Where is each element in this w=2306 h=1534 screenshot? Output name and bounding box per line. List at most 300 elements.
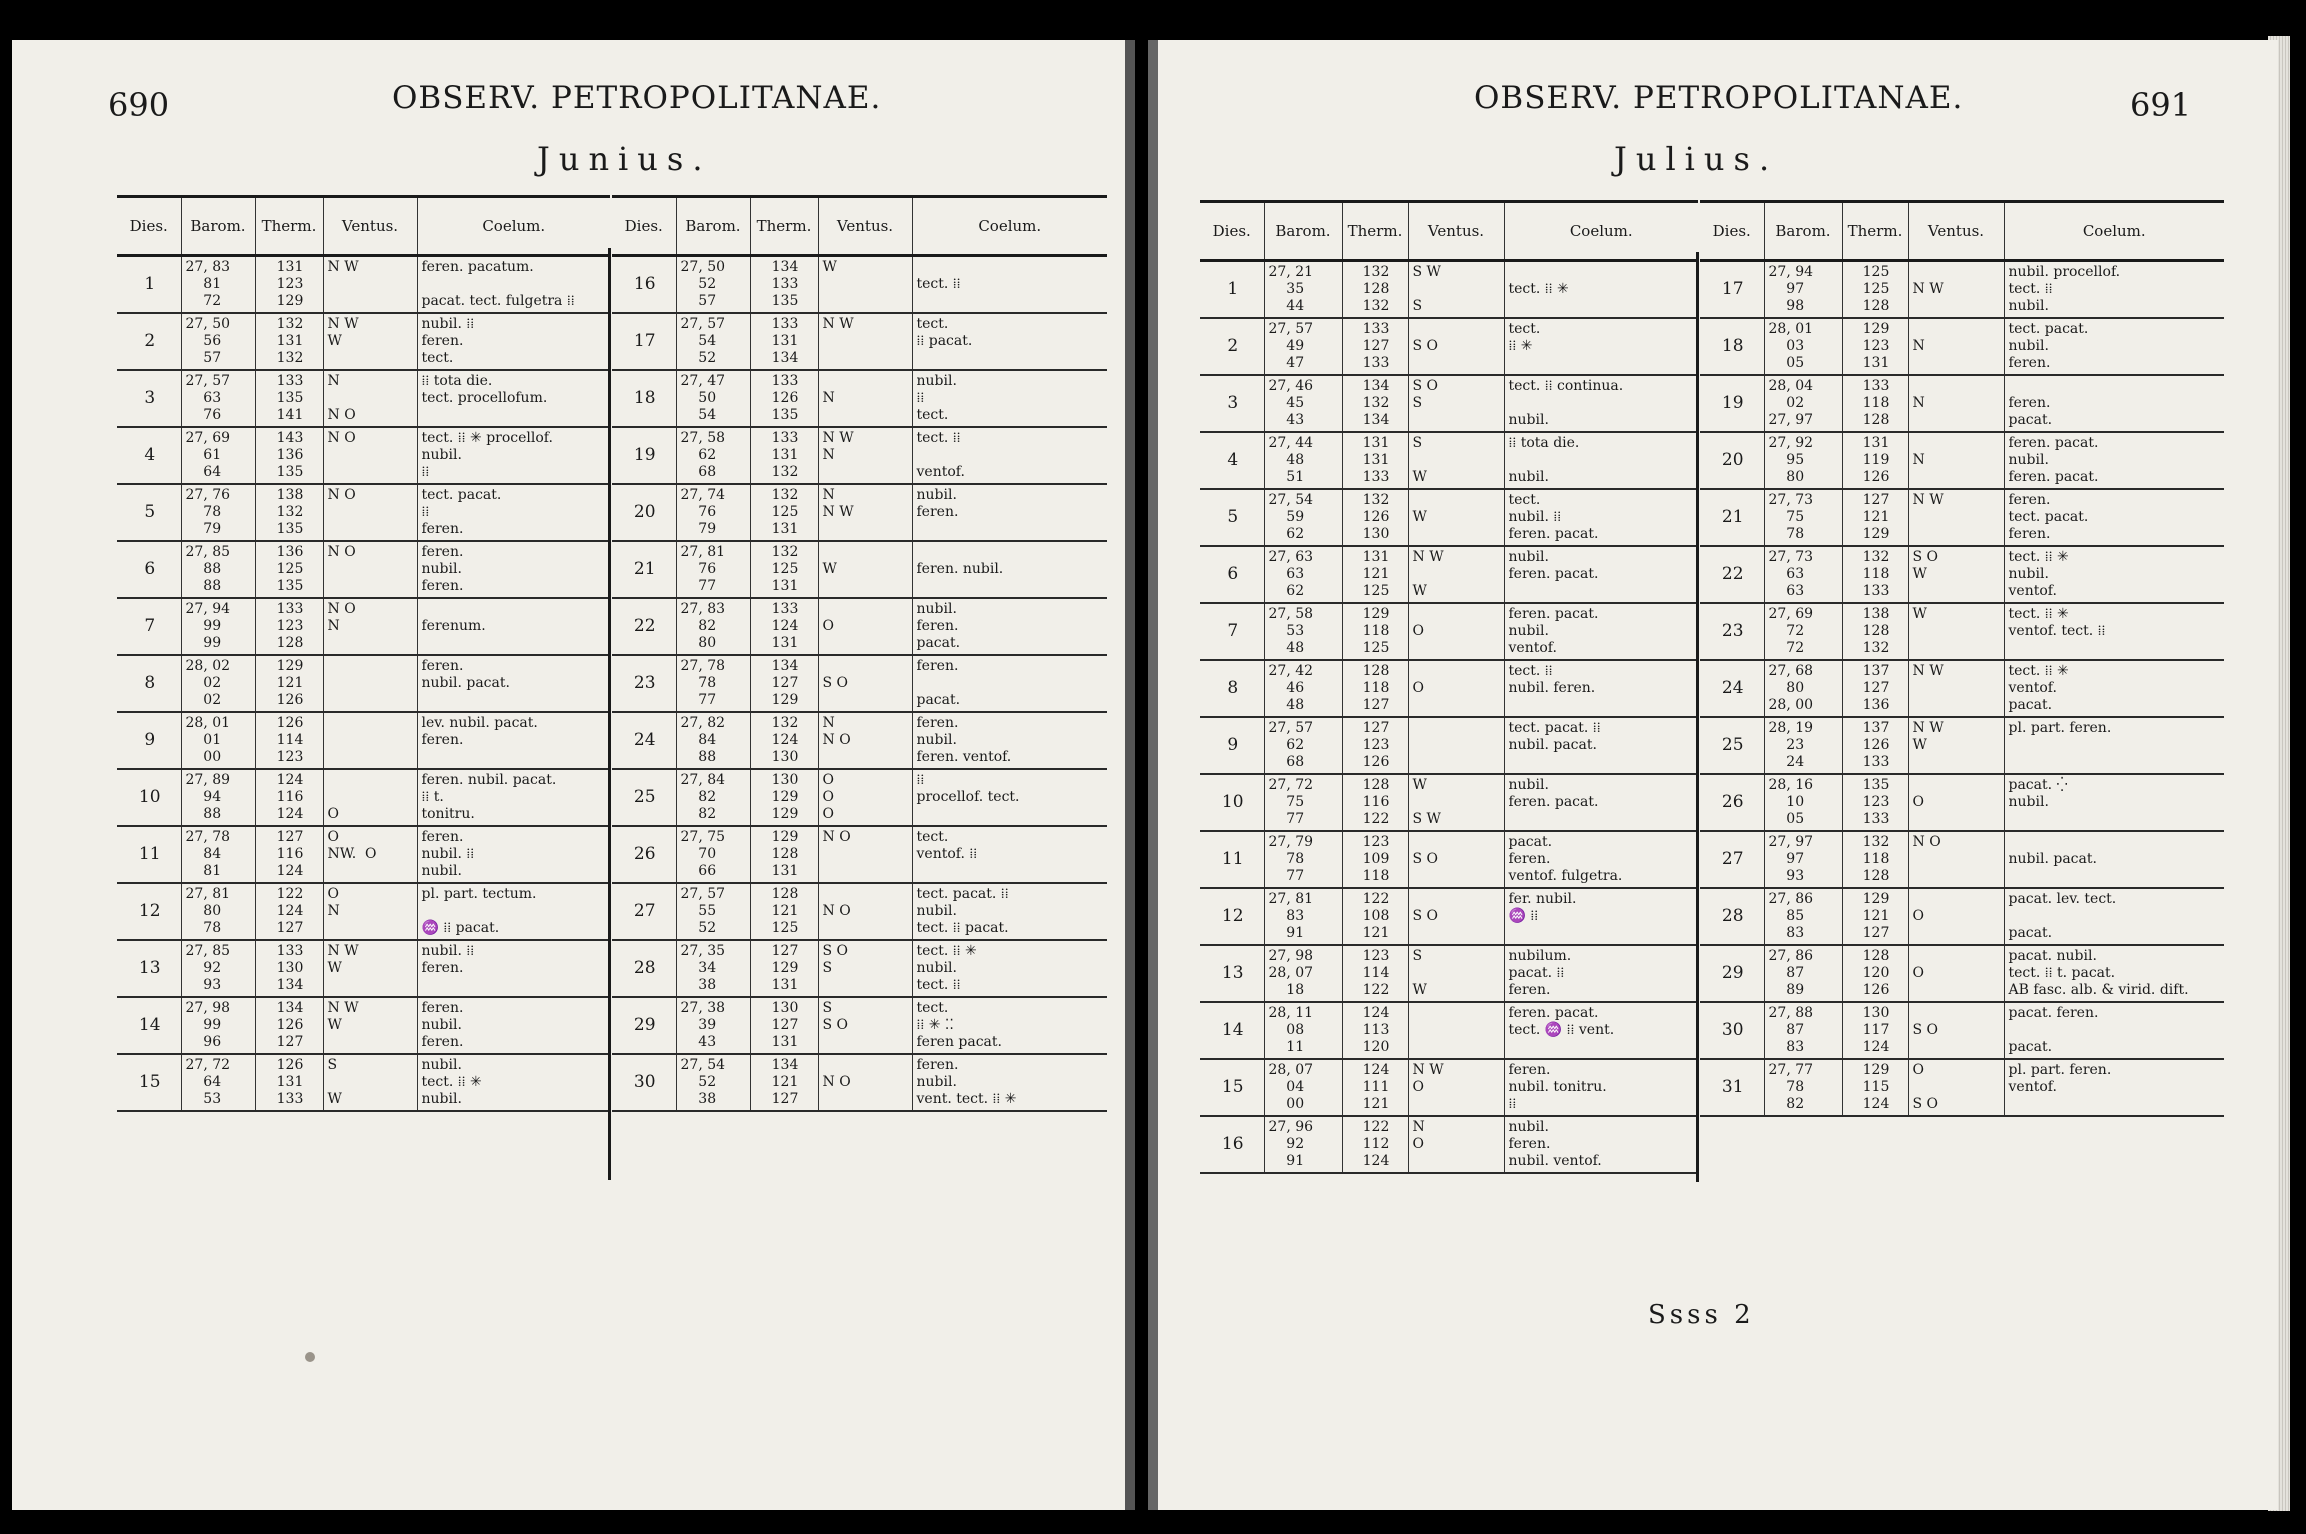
table-row	[1700, 489, 2224, 546]
junius-table-a	[117, 195, 610, 1112]
sky-cell: fer. nubil. ♒ ⁞⁞	[1504, 888, 1698, 945]
wind-cell: N	[1908, 432, 2004, 489]
wind-cell: O	[818, 598, 912, 655]
barometer-cell: 27, 85 92 93	[181, 940, 255, 997]
barometer-cell: 27, 21 35 44	[1264, 261, 1342, 319]
thermometer-cell: 127 129 131	[750, 940, 818, 997]
thermometer-cell: 129 123 131	[1842, 318, 1908, 375]
wind-cell: N O	[818, 826, 912, 883]
table-row	[1200, 945, 1698, 1002]
table-row	[1700, 432, 2224, 489]
wind-cell	[1408, 717, 1504, 774]
day-cell: 30	[612, 1054, 676, 1111]
thermometer-cell: 133 131 132	[750, 427, 818, 484]
barometer-cell: 27, 57 55 52	[676, 883, 750, 940]
barometer-cell: 27, 46 45 43	[1264, 375, 1342, 432]
wind-cell: N W	[1908, 261, 2004, 319]
thermometer-cell: 134 133 135	[750, 256, 818, 314]
thermometer-cell: 133 123 128	[255, 598, 323, 655]
table-row	[117, 598, 610, 655]
sky-cell: tect. ⁞⁞ ✳ ⁚⁚ feren pacat.	[912, 997, 1107, 1054]
sky-cell: feren. nubil. pacat.	[417, 655, 610, 712]
barometer-cell: 27, 76 78 79	[181, 484, 255, 541]
thermometer-cell: 124 111 121	[1342, 1059, 1408, 1116]
sky-cell: nubil. pacat.	[2004, 831, 2224, 888]
wind-cell: N W	[1908, 660, 2004, 717]
day-cell: 5	[1200, 489, 1264, 546]
wind-cell: O N	[323, 883, 417, 940]
thermometer-cell: 132 131 132	[255, 313, 323, 370]
sky-cell: tect. pacat. ⁞⁞ feren.	[417, 484, 610, 541]
wind-cell: O S O	[1908, 1059, 2004, 1116]
wind-cell: N	[1908, 318, 2004, 375]
day-cell: 22	[612, 598, 676, 655]
thermometer-cell: 122 112 124	[1342, 1116, 1408, 1173]
day-cell: 20	[612, 484, 676, 541]
wind-cell: O	[1408, 660, 1504, 717]
col-dies: Dies.	[117, 197, 181, 256]
day-cell: 14	[117, 997, 181, 1054]
day-cell: 23	[1700, 603, 1764, 660]
wind-cell: N N O	[323, 370, 417, 427]
thermometer-cell: 128 120 126	[1842, 945, 1908, 1002]
day-cell: 4	[1200, 432, 1264, 489]
wind-cell: O	[323, 769, 417, 826]
thermometer-cell: 131 121 125	[1342, 546, 1408, 603]
table-row	[612, 655, 1107, 712]
barometer-cell: 28, 04 02 27, 97	[1764, 375, 1842, 432]
paper-stain	[305, 1352, 315, 1362]
wind-cell: S W	[323, 1054, 417, 1111]
sky-cell: tect. ⁞⁞ ✳ nubil. tect. ⁞⁞	[912, 940, 1107, 997]
sky-cell: nubil. feren.	[912, 484, 1107, 541]
table-row	[1700, 318, 2224, 375]
table-row	[612, 370, 1107, 427]
day-cell: 27	[612, 883, 676, 940]
col-therm: Therm.	[255, 197, 323, 256]
table-row	[612, 997, 1107, 1054]
month-title-junius: Junius.	[537, 140, 712, 178]
day-cell: 24	[612, 712, 676, 769]
table-row	[117, 427, 610, 484]
table-row	[612, 1054, 1107, 1111]
wind-cell: N O	[1908, 831, 2004, 888]
barometer-cell: 27, 58 62 68	[676, 427, 750, 484]
day-cell: 28	[1700, 888, 1764, 945]
thermometer-cell: 132 126 130	[1342, 489, 1408, 546]
thermometer-cell: 132 118 128	[1842, 831, 1908, 888]
sky-cell: feren. nubil. tonitru. ⁞⁞	[1504, 1059, 1698, 1116]
thermometer-cell: 130 117 124	[1842, 1002, 1908, 1059]
col-ventus: Ventus.	[1408, 202, 1504, 261]
col-coelum: Coelum.	[1504, 202, 1698, 261]
col-therm: Therm.	[750, 197, 818, 256]
wind-cell: N O	[1408, 1116, 1504, 1173]
table-row	[612, 427, 1107, 484]
day-cell: 29	[1700, 945, 1764, 1002]
day-cell: 1	[117, 256, 181, 314]
day-cell: 8	[1200, 660, 1264, 717]
sky-cell: tect. ⁞⁞	[912, 256, 1107, 314]
thermometer-cell: 133 130 134	[255, 940, 323, 997]
table-row	[1200, 888, 1698, 945]
table-row	[1700, 945, 2224, 1002]
day-cell: 1	[1200, 261, 1264, 319]
julius-table-a	[1200, 200, 1698, 1174]
table-row	[117, 883, 610, 940]
day-cell: 9	[117, 712, 181, 769]
day-cell: 10	[1200, 774, 1264, 831]
barometer-cell: 27, 84 82 82	[676, 769, 750, 826]
barometer-cell: 27, 72 64 53	[181, 1054, 255, 1111]
day-cell: 2	[117, 313, 181, 370]
day-cell: 12	[1200, 888, 1264, 945]
table-row	[1200, 603, 1698, 660]
wind-cell: N O	[323, 484, 417, 541]
sky-cell: nubil. ⁞⁞ feren.	[417, 940, 610, 997]
sky-cell: ⁞⁞ tota die. tect. procellofum.	[417, 370, 610, 427]
sky-cell: tect. ⁞⁞ ✳ ventof. pacat.	[2004, 660, 2224, 717]
barometer-cell: 27, 97 97 93	[1764, 831, 1842, 888]
wind-cell: N	[1908, 375, 2004, 432]
barometer-cell: 27, 86 87 89	[1764, 945, 1842, 1002]
table-row	[1700, 888, 2224, 945]
thermometer-cell: 122 124 127	[255, 883, 323, 940]
sky-cell: feren. nubil. feren. ventof.	[912, 712, 1107, 769]
thermometer-cell: 122 108 121	[1342, 888, 1408, 945]
running-title-left: OBSERV. PETROPOLITANAE.	[392, 80, 882, 116]
wind-cell: W	[1408, 489, 1504, 546]
table-row	[612, 256, 1107, 314]
sky-cell: feren. pacat. nubil. ventof.	[1504, 603, 1698, 660]
thermometer-cell: 131 119 126	[1842, 432, 1908, 489]
sky-cell: tect. ⁞⁞ ✳	[1504, 261, 1698, 319]
table-row	[612, 484, 1107, 541]
table-row	[1700, 774, 2224, 831]
table-row	[1200, 831, 1698, 888]
signature-mark: Ssss 2	[1648, 1300, 1755, 1330]
barometer-cell: 27, 83 81 72	[181, 256, 255, 314]
col-barom: Barom.	[181, 197, 255, 256]
table-row	[612, 712, 1107, 769]
junius-table-16-30	[612, 195, 1107, 1112]
thermometer-cell: 133 126 135	[750, 370, 818, 427]
sky-cell: nubil. procellof. tect. ⁞⁞ nubil.	[2004, 261, 2224, 319]
table-row	[117, 484, 610, 541]
column-divider	[1696, 252, 1699, 1182]
day-cell: 15	[1200, 1059, 1264, 1116]
wind-cell: W	[1908, 603, 2004, 660]
wind-cell: O O O	[818, 769, 912, 826]
thermometer-cell: 124 113 120	[1342, 1002, 1408, 1059]
wind-cell: O	[1408, 603, 1504, 660]
thermometer-cell: 133 135 141	[255, 370, 323, 427]
table-row	[117, 1054, 610, 1111]
table-row	[1700, 660, 2224, 717]
barometer-cell: 27, 94 97 98	[1764, 261, 1842, 319]
sky-cell: nubil. feren. nubil. ventof.	[1504, 1116, 1698, 1173]
wind-cell: N W	[323, 256, 417, 314]
col-ventus: Ventus.	[323, 197, 417, 256]
wind-cell: W	[818, 541, 912, 598]
page-number-left: 690	[108, 86, 170, 124]
table-row	[1200, 774, 1698, 831]
julius-table-1-16	[1200, 200, 1698, 1174]
sky-cell: pacat. feren. ventof. fulgetra.	[1504, 831, 1698, 888]
sky-cell: feren. tect. pacat. feren.	[2004, 489, 2224, 546]
sky-cell: nubilum. pacat. ⁞⁞ feren.	[1504, 945, 1698, 1002]
thermometer-cell: 134 121 127	[750, 1054, 818, 1111]
day-cell: 16	[1200, 1116, 1264, 1173]
day-cell: 17	[1700, 261, 1764, 319]
thermometer-cell: 134 132 134	[1342, 375, 1408, 432]
barometer-cell: 27, 54 52 38	[676, 1054, 750, 1111]
barometer-cell: 27, 57 63 76	[181, 370, 255, 427]
barometer-cell: 27, 73 75 78	[1764, 489, 1842, 546]
day-cell: 22	[1700, 546, 1764, 603]
sky-cell: tect. ⁞⁞ pacat.	[912, 313, 1107, 370]
barometer-cell: 27, 81 80 78	[181, 883, 255, 940]
thermometer-cell: 134 127 129	[750, 655, 818, 712]
right-page	[1148, 40, 2278, 1510]
barometer-cell: 27, 77 78 82	[1764, 1059, 1842, 1116]
sky-cell: pl. part. feren.	[2004, 717, 2224, 774]
barometer-cell: 28, 16 10 05	[1764, 774, 1842, 831]
sky-cell: feren. pacat.	[2004, 375, 2224, 432]
day-cell: 11	[1200, 831, 1264, 888]
day-cell: 29	[612, 997, 676, 1054]
sky-cell: feren. nubil. feren.	[417, 541, 610, 598]
wind-cell: N O	[818, 1054, 912, 1111]
thermometer-cell: 143 136 135	[255, 427, 323, 484]
table-row	[1700, 375, 2224, 432]
thermometer-cell: 127 121 129	[1842, 489, 1908, 546]
thermometer-cell: 123 114 122	[1342, 945, 1408, 1002]
day-cell: 7	[117, 598, 181, 655]
wind-cell: N W O	[1408, 1059, 1504, 1116]
thermometer-cell: 133 131 134	[750, 313, 818, 370]
wind-cell: O	[1908, 774, 2004, 831]
table-row	[1700, 546, 2224, 603]
wind-cell: S O	[1408, 831, 1504, 888]
thermometer-cell: 129 128 131	[750, 826, 818, 883]
wind-cell: S W S	[1408, 261, 1504, 319]
day-cell: 18	[612, 370, 676, 427]
thermometer-cell: 125 125 128	[1842, 261, 1908, 319]
table-row	[117, 940, 610, 997]
sky-cell: tect. ⁞⁞ ✳ ventof. tect. ⁞⁞	[2004, 603, 2224, 660]
julius-table-b	[1700, 200, 2224, 1117]
barometer-cell: 27, 50 56 57	[181, 313, 255, 370]
sky-cell: ⁞⁞ procellof. tect.	[912, 769, 1107, 826]
thermometer-cell: 128 116 122	[1342, 774, 1408, 831]
sky-cell: nubil. feren. pacat.	[1504, 546, 1698, 603]
day-cell: 16	[612, 256, 676, 314]
barometer-cell: 27, 47 50 54	[676, 370, 750, 427]
table-row	[1200, 717, 1698, 774]
table-row	[612, 313, 1107, 370]
day-cell: 26	[1700, 774, 1764, 831]
thermometer-cell: 132 128 132	[1342, 261, 1408, 319]
thermometer-cell: 127 123 126	[1342, 717, 1408, 774]
thermometer-cell: 136 125 135	[255, 541, 323, 598]
thermometer-cell: 124 116 124	[255, 769, 323, 826]
barometer-cell: 27, 98 28, 07 18	[1264, 945, 1342, 1002]
table-row	[1200, 546, 1698, 603]
thermometer-cell: 138 132 135	[255, 484, 323, 541]
day-cell: 11	[117, 826, 181, 883]
wind-cell: S O W	[1908, 546, 2004, 603]
barometer-cell: 27, 42 46 48	[1264, 660, 1342, 717]
thermometer-cell: 123 109 118	[1342, 831, 1408, 888]
sky-cell: nubil. ⁞⁞ feren. tect.	[417, 313, 610, 370]
barometer-cell: 27, 54 59 62	[1264, 489, 1342, 546]
table-row	[1200, 318, 1698, 375]
barometer-cell: 27, 69 61 64	[181, 427, 255, 484]
wind-cell: N W N	[818, 427, 912, 484]
barometer-cell: 28, 01 01 00	[181, 712, 255, 769]
col-coelum: Coelum.	[417, 197, 610, 256]
barometer-cell: 27, 85 88 88	[181, 541, 255, 598]
day-cell: 24	[1700, 660, 1764, 717]
junius-table-1-15	[117, 195, 610, 1112]
sky-cell: pl. part. tectum. ♒ ⁞⁞ pacat.	[417, 883, 610, 940]
table-row	[612, 541, 1107, 598]
day-cell: 31	[1700, 1059, 1764, 1116]
col-therm: Therm.	[1342, 202, 1408, 261]
sky-cell: ferenum.	[417, 598, 610, 655]
wind-cell	[1408, 1002, 1504, 1059]
day-cell: 14	[1200, 1002, 1264, 1059]
barometer-cell: 27, 96 92 91	[1264, 1116, 1342, 1173]
table-row	[117, 655, 610, 712]
table-row	[1200, 261, 1698, 319]
barometer-cell: 27, 89 94 88	[181, 769, 255, 826]
sky-cell: pacat. nubil. tect. ⁞⁞ t. pacat. AB fasc. alb. & virid. dift.	[2004, 945, 2224, 1002]
thermometer-cell: 132 125 131	[750, 541, 818, 598]
wind-cell: N W W	[323, 313, 417, 370]
thermometer-cell: 133 127 133	[1342, 318, 1408, 375]
thermometer-cell: 132 118 133	[1842, 546, 1908, 603]
sky-cell: feren. nubil. pacat. ⁞⁞ t. tonitru.	[417, 769, 610, 826]
table-row	[612, 940, 1107, 997]
table-row	[1700, 717, 2224, 774]
wind-cell: S S O	[818, 997, 912, 1054]
barometer-cell: 27, 44 48 51	[1264, 432, 1342, 489]
day-cell: 21	[1700, 489, 1764, 546]
thermometer-cell: 133 124 131	[750, 598, 818, 655]
barometer-cell: 27, 74 76 79	[676, 484, 750, 541]
table-row	[117, 712, 610, 769]
thermometer-cell: 132 124 130	[750, 712, 818, 769]
table-row	[117, 256, 610, 314]
barometer-cell: 28, 07 04 00	[1264, 1059, 1342, 1116]
thermometer-cell: 128 118 127	[1342, 660, 1408, 717]
sky-cell: ⁞⁞ tota die. nubil.	[1504, 432, 1698, 489]
table-row	[117, 997, 610, 1054]
day-cell: 19	[1700, 375, 1764, 432]
thermometer-cell: 135 123 133	[1842, 774, 1908, 831]
col-barom: Barom.	[1264, 202, 1342, 261]
table-row	[1700, 1002, 2224, 1059]
running-title-right: OBSERV. PETROPOLITANAE.	[1474, 80, 1964, 116]
table-row	[1200, 432, 1698, 489]
thermometer-cell: 127 116 124	[255, 826, 323, 883]
table-row	[1700, 1059, 2224, 1116]
thermometer-cell: 137 126 133	[1842, 717, 1908, 774]
wind-cell: N W W	[1408, 546, 1504, 603]
table-row	[1200, 660, 1698, 717]
wind-cell: S O S	[818, 940, 912, 997]
barometer-cell: 27, 68 80 28, 00	[1764, 660, 1842, 717]
col-ventus: Ventus.	[1908, 202, 2004, 261]
thermometer-cell: 126 114 123	[255, 712, 323, 769]
table-header	[612, 197, 1107, 256]
wind-cell: S O	[1408, 888, 1504, 945]
julius-table-17-31	[1700, 200, 2224, 1117]
col-barom: Barom.	[1764, 202, 1842, 261]
table-row	[117, 313, 610, 370]
wind-cell: N O	[323, 427, 417, 484]
day-cell: 3	[1200, 375, 1264, 432]
sky-cell: feren. nubil. ⁞⁞ nubil.	[417, 826, 610, 883]
sky-cell: feren. pacat.	[912, 655, 1107, 712]
col-dies: Dies.	[612, 197, 676, 256]
sky-cell: tect. ⁞⁞ ✳ nubil. ventof.	[2004, 546, 2224, 603]
wind-cell: N N W	[818, 484, 912, 541]
table-header	[1700, 202, 2224, 261]
day-cell: 2	[1200, 318, 1264, 375]
col-therm: Therm.	[1842, 202, 1908, 261]
wind-cell: W	[818, 256, 912, 314]
page-number-right: 691	[2130, 86, 2192, 124]
barometer-cell: 27, 57 62 68	[1264, 717, 1342, 774]
day-cell: 4	[117, 427, 181, 484]
sky-cell: pl. part. feren. ventof.	[2004, 1059, 2224, 1116]
barometer-cell: 27, 88 87 83	[1764, 1002, 1842, 1059]
left-page	[12, 40, 1135, 1510]
barometer-cell: 27, 78 78 77	[676, 655, 750, 712]
barometer-cell: 27, 82 84 88	[676, 712, 750, 769]
sky-cell: tect. ⁞⁞ ✳ procellof. nubil. ⁞⁞	[417, 427, 610, 484]
day-cell: 19	[612, 427, 676, 484]
wind-cell: N W	[1908, 489, 2004, 546]
wind-cell: N O N	[323, 598, 417, 655]
column-divider	[608, 248, 611, 1180]
sky-cell: pacat. ⁛ nubil.	[2004, 774, 2224, 831]
wind-cell: O	[1908, 888, 2004, 945]
barometer-cell: 27, 98 99 96	[181, 997, 255, 1054]
col-coelum: Coelum.	[912, 197, 1107, 256]
thermometer-cell: 131 131 133	[1342, 432, 1408, 489]
table-row	[117, 370, 610, 427]
sky-cell: tect. ⁞⁞ ✳	[1504, 318, 1698, 375]
wind-cell: N W W	[323, 940, 417, 997]
thermometer-cell: 128 121 125	[750, 883, 818, 940]
sky-cell: tect. pacat. ⁞⁞ nubil. pacat.	[1504, 717, 1698, 774]
sky-cell: tect. pacat. ⁞⁞ nubil. tect. ⁞⁞ pacat.	[912, 883, 1107, 940]
thermometer-cell: 134 126 127	[255, 997, 323, 1054]
day-cell: 7	[1200, 603, 1264, 660]
sky-cell: lev. nubil. pacat. feren.	[417, 712, 610, 769]
table-row	[1700, 603, 2224, 660]
table-header	[1200, 202, 1698, 261]
sky-cell: feren. pacat. nubil. feren. pacat.	[2004, 432, 2224, 489]
sky-cell: tect. pacat. nubil. feren.	[2004, 318, 2224, 375]
wind-cell: S W	[1408, 945, 1504, 1002]
thermometer-cell: 129 121 126	[255, 655, 323, 712]
wind-cell: N W W	[323, 997, 417, 1054]
